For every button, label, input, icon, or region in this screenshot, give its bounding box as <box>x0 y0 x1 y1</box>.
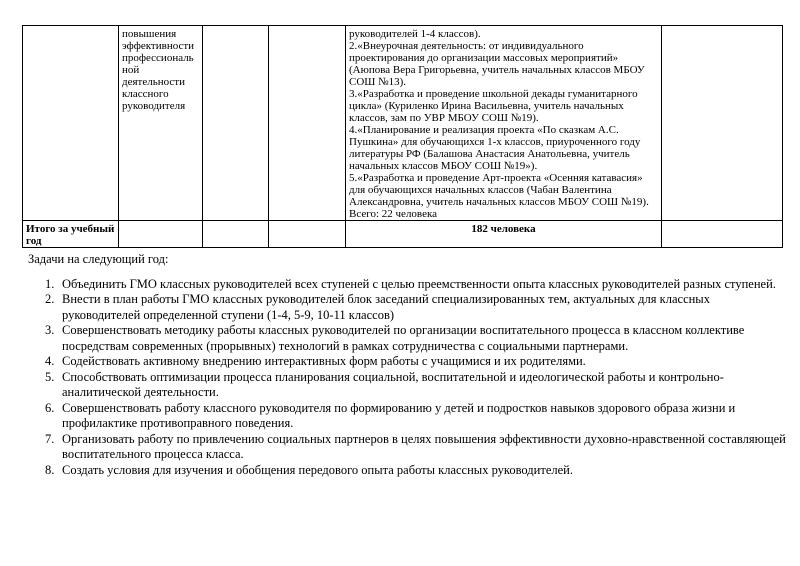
activity-results-table <box>22 25 783 248</box>
cell-empty-f2 <box>662 221 783 248</box>
task-text: Организовать работу по привлечению социальных партнеров в целях повышения эффективности духовно-нравственной составляющей воспитательного процесса класса. <box>62 431 786 461</box>
cell-empty-a <box>23 26 119 221</box>
cell-empty-b2 <box>119 221 203 248</box>
table-row-total <box>23 221 783 248</box>
task-item <box>45 323 786 354</box>
cell-empty-c <box>203 26 269 221</box>
task-number: 6. <box>45 400 55 415</box>
details-continuation-line: руководителей 1-4 классов). <box>349 28 481 40</box>
cell-empty-d <box>269 26 346 221</box>
details-entry: 5.«Разработка и проведение Арт-проекта «Осенняя катавасия» для обучающихся начальных классов (Чабан Валентина Александровна, учитель начальных классов МБОУ СОШ №19). <box>349 172 649 208</box>
task-text: Создать условия для изучения и обобщения передового опыта работы классных руководителей. <box>62 462 573 477</box>
task-text: Способствовать оптимизации процесса планирования социальной, воспитательной и идеологической работы и контрольно-аналитической деятельности. <box>62 369 724 399</box>
task-item <box>45 432 786 463</box>
details-entry: 4.«Планирование и реализация проекта «По сказкам А.С. Пушкина» для обучающихся 1-х классов, приуроченного году литературы РФ (Балашова Анастасия Анатольевна, учитель начальных классов МБОУ СОШ №19»). <box>349 124 641 172</box>
details-entry: 2.«Внеурочная деятельность: от индивидуального проектирования до организации массовых мероприятий» (Аюпова Вера Григорьевна, учитель начальных классов МБОУ СОШ №13). <box>349 40 645 88</box>
task-number: 8. <box>45 462 55 477</box>
details-entry: 3.«Разработка и проведение школьной декады гуманитарного цикла» (Куриленко Ирина Васильевна, учитель начальных классов, зам по УВР МБОУ СОШ №19). <box>349 88 638 124</box>
task-number: 2. <box>45 292 55 306</box>
task-item <box>45 463 786 479</box>
task-item <box>45 277 786 293</box>
tasks-heading: Задачи на следующий год: <box>28 252 169 266</box>
task-text: Содействовать активному внедрению интерактивных форм работы с учащимися и их родителями. <box>62 354 586 368</box>
task-item <box>45 292 786 323</box>
task-text: Объединить ГМО классных руководителей всех ступеней с целью преемственности опыта классных руководителей разных ступеней. <box>62 276 776 291</box>
cell-details <box>346 26 662 221</box>
task-number: 5. <box>45 369 55 384</box>
cell-empty-c2 <box>203 221 269 248</box>
tasks-section <box>28 252 786 478</box>
task-item <box>45 354 786 370</box>
task-number: 7. <box>45 431 55 446</box>
task-text: Совершенствовать работу классного руководителя по формированию у детей и подростков навыков здорового образа жизни и профилактике противоправного поведения. <box>62 400 736 430</box>
task-number: 3. <box>45 323 55 337</box>
details-total-line: Всего: 22 человека <box>349 208 438 220</box>
task-number: 4. <box>45 354 55 368</box>
task-text: Совершенствовать методику работы классных руководителей по организации воспитательного процесса в классном коллективе посредствам современных (прорывных) технологий в рамках сотрудничества с социальными партнерами. <box>62 323 745 353</box>
cell-goal-text: повышения эффективности профессиональной деятельности классного руководителя <box>119 26 203 221</box>
task-text: Внести в план работы ГМО классных руководителей блок заседаний специализированных тем, актуальных для классных руководителей определенной ступени (1-4, 5-9, 10-11 классов) <box>62 292 710 322</box>
task-item <box>45 401 786 432</box>
total-row-label: Итого за учебный год <box>23 221 119 248</box>
total-row-value: 182 человека <box>346 221 662 248</box>
cell-empty-d2 <box>269 221 346 248</box>
task-item <box>45 370 786 401</box>
task-number: 1. <box>45 276 55 291</box>
cell-empty-f <box>662 26 783 221</box>
table-row-activity <box>23 26 783 221</box>
